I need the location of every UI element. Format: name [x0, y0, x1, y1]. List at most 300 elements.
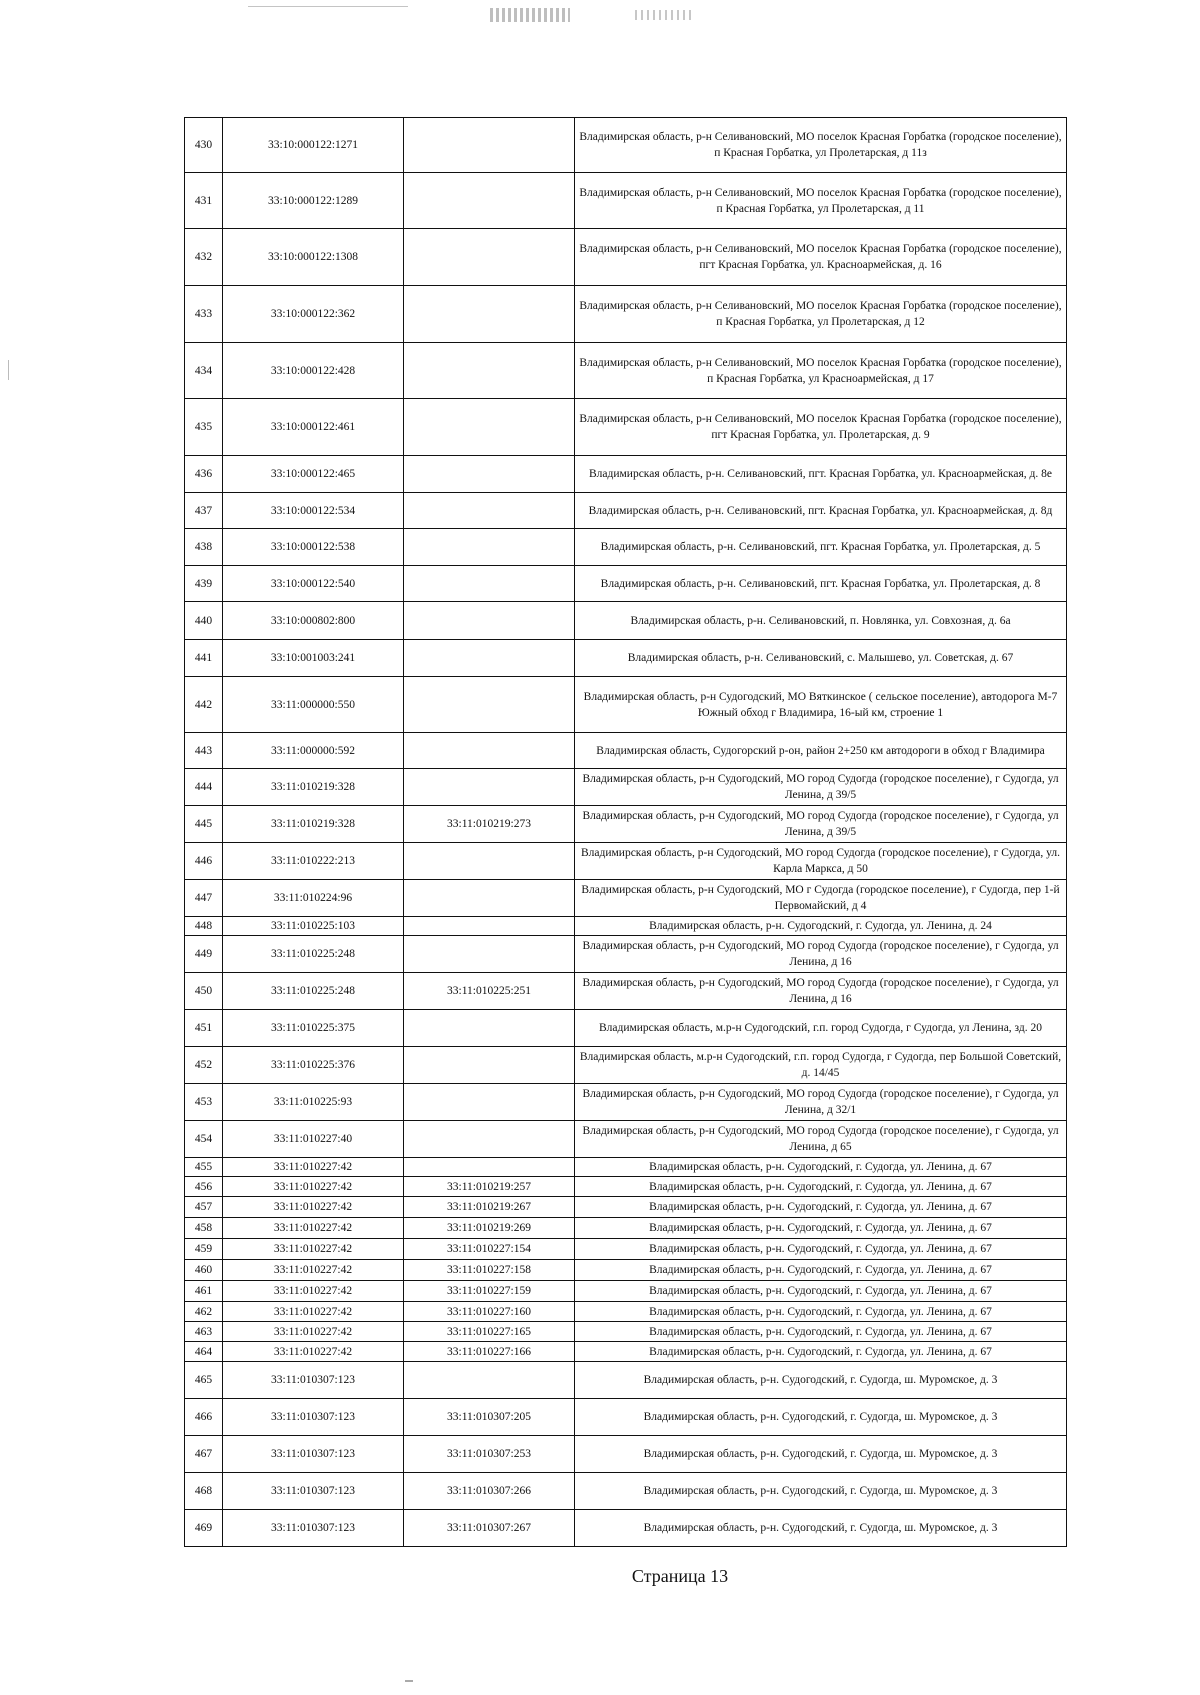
- address: Владимирская область, м.р-н Судогодский, г.п. город Судогда, г Судогда, ул Ленина, зд. 20: [598, 1022, 1042, 1034]
- related-cadastral-number-cell: [404, 1342, 575, 1362]
- cadastral-number: 33:11:010227:42: [273, 1161, 353, 1173]
- address: Владимирская область, р-н. Селивановский, пгт. Красная Горбатка, ул. Пролетарская, д. 8: [600, 577, 1041, 590]
- cadastral-number: 33:11:010227:42: [273, 1180, 353, 1193]
- address-cell: [575, 1362, 1067, 1399]
- row-number: 458: [194, 1222, 213, 1234]
- related-cadastral-number-cell: [404, 1239, 575, 1260]
- scan-artifact: [635, 10, 695, 20]
- table-row: [185, 1436, 1067, 1473]
- related-cadastral-number-cell: [404, 1436, 575, 1473]
- address-cell: [575, 769, 1067, 806]
- scan-artifact: [490, 8, 570, 22]
- cadastral-number: 33:11:010227:42: [273, 1325, 353, 1338]
- related-cadastral-number-cell: [404, 1362, 575, 1399]
- cadastral-number: 33:11:000000:550: [271, 698, 355, 711]
- row-number-cell: [185, 1084, 223, 1121]
- related-cadastral-number-cell: [404, 1473, 575, 1510]
- related-cadastral-number-cell: [404, 1260, 575, 1281]
- row-number-cell: [185, 1302, 223, 1322]
- address-cell: [575, 1399, 1067, 1436]
- row-number: 467: [194, 1448, 213, 1460]
- table-row: [185, 1197, 1067, 1218]
- row-number: 466: [194, 1411, 213, 1423]
- address-cell: [575, 456, 1067, 493]
- row-number-cell: [185, 1260, 223, 1281]
- address: Владимирская область, р-н. Судогодский, г. Судогда, ул. Ленина, д. 67: [649, 1243, 992, 1255]
- related-cadastral-number-cell: [404, 456, 575, 493]
- cadastral-number: 33:11:010225:248: [271, 948, 355, 960]
- table-row: [185, 1218, 1067, 1239]
- address-cell: [575, 1239, 1067, 1260]
- table-row: [185, 229, 1067, 286]
- row-number-cell: [185, 733, 223, 769]
- row-number: 438: [194, 541, 213, 553]
- related-cadastral-number: 33:11:010307:266: [447, 1485, 531, 1497]
- cadastral-number-cell: [223, 493, 404, 529]
- row-number-cell: [185, 493, 223, 529]
- cadastral-number-cell: [223, 1177, 404, 1197]
- table-row: [185, 1322, 1067, 1342]
- row-number-cell: [185, 286, 223, 343]
- address: Владимирская область, р-н Судогодский, МО г Судогда (городское поселение), г Судогда, пер 1-й Первомайский, д 4: [581, 884, 1060, 912]
- address-cell: [575, 677, 1067, 733]
- row-number: 468: [194, 1485, 213, 1497]
- related-cadastral-number-cell: [404, 118, 575, 173]
- cadastral-number: 33:10:000122:362: [270, 308, 356, 320]
- cadastral-number-cell: [223, 1342, 404, 1362]
- related-cadastral-number-cell: [404, 602, 575, 640]
- address: Владимирская область, р-н Селивановский, МО поселок Красная Горбатка (городское поселение), п Красная Горбатка, ул Красноармейская, д 17: [579, 356, 1062, 385]
- address-cell: [575, 343, 1067, 399]
- cadastral-number: 33:11:010225:93: [273, 1096, 353, 1108]
- related-cadastral-number-cell: [404, 806, 575, 843]
- address: Владимирская область, р-н Судогодский, МО город Судогда (городское поселение), г Судогда, ул Ленина, д 39/5: [582, 810, 1059, 838]
- address: Владимирская область, р-н Судогодский, МО город Судогда (городское поселение), г Судогда, ул Ленина, д 39/5: [582, 773, 1059, 801]
- related-cadastral-number-cell: [404, 917, 575, 936]
- cadastral-number: 33:11:010227:40: [273, 1133, 353, 1145]
- related-cadastral-number-cell: [404, 880, 575, 917]
- address-cell: [575, 173, 1067, 229]
- related-cadastral-number-cell: [404, 173, 575, 229]
- table-row: [185, 1473, 1067, 1510]
- related-cadastral-number-cell: [404, 1084, 575, 1121]
- address-cell: [575, 806, 1067, 843]
- cadastral-number-cell: [223, 640, 404, 677]
- cadastral-number-cell: [223, 229, 404, 286]
- row-number: 455: [194, 1161, 213, 1173]
- address: Владимирская область, р-н. Судогодский, г. Судогда, ул. Ленина, д. 67: [649, 1285, 992, 1297]
- cadastral-number: 33:10:000122:465: [270, 468, 356, 480]
- cadastral-number-cell: [223, 602, 404, 640]
- row-number: 453: [194, 1096, 213, 1108]
- cadastral-number: 33:11:010219:328: [271, 781, 355, 793]
- cadastral-number: 33:11:010307:123: [271, 1448, 355, 1460]
- address: Владимирская область, р-н. Судогодский, г. Судогда, ул. Ленина, д. 67: [649, 1161, 992, 1173]
- cadastral-number-cell: [223, 1010, 404, 1047]
- address-cell: [575, 973, 1067, 1010]
- related-cadastral-number-cell: [404, 1177, 575, 1197]
- related-cadastral-number-cell: [404, 343, 575, 399]
- address: Владимирская область, р-н. Судогодский, г. Судогда, ул. Ленина, д. 67: [649, 1180, 992, 1193]
- table-row: [185, 1084, 1067, 1121]
- address: Владимирская область, р-н. Судогодский, г. Судогда, ул. Ленина, д. 67: [649, 1345, 992, 1358]
- cadastral-number: 33:10:000122:1308: [267, 251, 359, 263]
- row-number: 456: [194, 1180, 213, 1193]
- related-cadastral-number-cell: [404, 286, 575, 343]
- address-cell: [575, 917, 1067, 936]
- related-cadastral-number-cell: [404, 1121, 575, 1158]
- address: Владимирская область, р-н Селивановский, МО поселок Красная Горбатка (городское поселение), п Красная Горбатка, ул Пролетарская, д 11з: [579, 131, 1062, 159]
- address: Владимирская область, р-н. Судогодский, г. Судогда, ул. Ленина, д. 67: [649, 1201, 992, 1213]
- related-cadastral-number: 33:11:010219:269: [447, 1222, 531, 1234]
- cadastral-number-cell: [223, 1260, 404, 1281]
- table-row: [185, 769, 1067, 806]
- row-number-cell: [185, 677, 223, 733]
- address-cell: [575, 229, 1067, 286]
- row-number-cell: [185, 566, 223, 602]
- row-number-cell: [185, 1239, 223, 1260]
- related-cadastral-number: 33:11:010219:257: [447, 1180, 531, 1193]
- cadastral-number: 33:11:010222:213: [271, 855, 355, 867]
- address: Владимирская область, р-н. Судогодский, г. Судогда, ш. Муромское, д. 3: [643, 1485, 998, 1497]
- address-cell: [575, 880, 1067, 917]
- cadastral-number-cell: [223, 456, 404, 493]
- related-cadastral-number-cell: [404, 733, 575, 769]
- related-cadastral-number-cell: [404, 843, 575, 880]
- table-row: [185, 1047, 1067, 1084]
- related-cadastral-number-cell: [404, 399, 575, 456]
- row-number-cell: [185, 769, 223, 806]
- table-row: [185, 1177, 1067, 1197]
- table-row: [185, 1121, 1067, 1158]
- row-number: 441: [194, 652, 213, 664]
- cadastral-number-cell: [223, 806, 404, 843]
- related-cadastral-number-cell: [404, 1197, 575, 1218]
- cadastral-number: 33:10:000122:461: [270, 421, 356, 433]
- row-number: 446: [194, 855, 213, 867]
- cadastral-number-cell: [223, 286, 404, 343]
- cadastral-number: 33:10:000122:1271: [267, 139, 359, 151]
- related-cadastral-number: 33:11:010227:160: [447, 1305, 531, 1318]
- address: Владимирская область, р-н. Судогодский, г. Судогда, ул. Ленина, д. 67: [649, 1325, 992, 1338]
- cadastral-number: 33:10:000122:1289: [267, 194, 359, 207]
- row-number-cell: [185, 399, 223, 456]
- table-row: [185, 880, 1067, 917]
- row-number: 444: [194, 781, 213, 793]
- related-cadastral-number: 33:11:010227:165: [447, 1325, 531, 1338]
- cadastral-number-cell: [223, 1473, 404, 1510]
- cadastral-number-cell: [223, 399, 404, 456]
- cadastral-number: 33:10:000122:428: [270, 364, 356, 377]
- cadastral-number-cell: [223, 936, 404, 973]
- table-row: [185, 1342, 1067, 1362]
- address-cell: [575, 602, 1067, 640]
- address: Владимирская область, р-н. Судогодский, г. Судогда, ш. Муромское, д. 3: [643, 1411, 998, 1423]
- row-number-cell: [185, 1047, 223, 1084]
- related-cadastral-number: 33:11:010307:253: [447, 1448, 531, 1460]
- scan-artifact: [405, 1680, 413, 1682]
- cadastral-number-cell: [223, 1510, 404, 1547]
- cadastral-number-cell: [223, 118, 404, 173]
- related-cadastral-number: 33:11:010227:158: [447, 1264, 531, 1276]
- related-cadastral-number-cell: [404, 1399, 575, 1436]
- cadastral-number: 33:10:000122:538: [270, 541, 356, 553]
- cadastral-number-cell: [223, 1084, 404, 1121]
- related-cadastral-number-cell: [404, 1010, 575, 1047]
- address-cell: [575, 843, 1067, 880]
- related-cadastral-number: 33:11:010227:154: [447, 1243, 531, 1255]
- row-number: 461: [194, 1285, 213, 1297]
- cadastral-number: 33:11:010224:96: [273, 892, 353, 904]
- row-number-cell: [185, 118, 223, 173]
- cadastral-number: 33:11:010225:248: [271, 985, 355, 997]
- page-number: Страница 13: [631, 1566, 729, 1586]
- address: Владимирская область, р-н. Судогодский, г. Судогда, ул. Ленина, д. 67: [649, 1264, 992, 1276]
- related-cadastral-number-cell: [404, 566, 575, 602]
- cadastral-number-cell: [223, 173, 404, 229]
- table-row: [185, 456, 1067, 493]
- cadastral-number-cell: [223, 917, 404, 936]
- row-number-cell: [185, 640, 223, 677]
- row-number-cell: [185, 173, 223, 229]
- related-cadastral-number: 33:11:010227:166: [447, 1345, 531, 1358]
- related-cadastral-number: 33:11:010219:267: [447, 1201, 531, 1213]
- row-number-cell: [185, 1121, 223, 1158]
- cadastral-number-cell: [223, 733, 404, 769]
- cadastral-number: 33:11:010307:123: [271, 1411, 355, 1423]
- table-row: [185, 529, 1067, 566]
- table-row: [185, 173, 1067, 229]
- row-number: 445: [194, 818, 213, 830]
- table-row: [185, 677, 1067, 733]
- table-row: [185, 733, 1067, 769]
- table-row: [185, 1158, 1067, 1177]
- row-number-cell: [185, 917, 223, 936]
- cadastral-number-cell: [223, 1047, 404, 1084]
- cadastral-number: 33:11:010227:42: [273, 1222, 353, 1234]
- cadastral-number-cell: [223, 1121, 404, 1158]
- related-cadastral-number-cell: [404, 529, 575, 566]
- row-number: 431: [194, 194, 213, 207]
- table-row: [185, 640, 1067, 677]
- cadastral-number-cell: [223, 1197, 404, 1218]
- table-row: [185, 1399, 1067, 1436]
- row-number: 437: [194, 504, 213, 517]
- address-cell: [575, 1322, 1067, 1342]
- address: Владимирская область, р-н. Селивановский, с. Малышево, ул. Советская, д. 67: [627, 652, 1014, 664]
- address-cell: [575, 1197, 1067, 1218]
- related-cadastral-number-cell: [404, 936, 575, 973]
- address-cell: [575, 1302, 1067, 1322]
- related-cadastral-number-cell: [404, 1322, 575, 1342]
- address: Владимирская область, р-н. Судогодский, г. Судогда, ул. Ленина, д. 67: [649, 1222, 992, 1234]
- cadastral-number: 33:10:000802:800: [270, 614, 356, 627]
- row-number: 464: [194, 1345, 213, 1358]
- address-cell: [575, 493, 1067, 529]
- table-row: [185, 343, 1067, 399]
- cadastral-number-cell: [223, 1281, 404, 1302]
- table-row: [185, 936, 1067, 973]
- table-row: [185, 843, 1067, 880]
- address: Владимирская область, м.р-н Судогодский, г.п. город Судогда, г Судогда, пер Большой Советский, д. 14/45: [579, 1051, 1062, 1079]
- address-cell: [575, 1218, 1067, 1239]
- cadastral-number: 33:11:010307:123: [271, 1374, 355, 1386]
- table-row: [185, 118, 1067, 173]
- row-number-cell: [185, 1218, 223, 1239]
- table-row: [185, 917, 1067, 936]
- address-cell: [575, 1260, 1067, 1281]
- related-cadastral-number-cell: [404, 677, 575, 733]
- cadastral-number: 33:11:010225:375: [271, 1022, 355, 1034]
- related-cadastral-number-cell: [404, 229, 575, 286]
- row-number: 433: [194, 308, 213, 320]
- cadastral-number-cell: [223, 1302, 404, 1322]
- address: Владимирская область, р-н Селивановский, МО поселок Красная Горбатка (городское поселение), пгт Красная Горбатка, ул. Красноармейская, д. 16: [579, 243, 1062, 271]
- row-number: 440: [194, 614, 213, 627]
- cadastral-number-cell: [223, 769, 404, 806]
- table-body: [185, 118, 1067, 1547]
- related-cadastral-number-cell: [404, 640, 575, 677]
- address: Владимирская область, р-н. Судогодский, г. Судогда, ул. Ленина, д. 67: [649, 1305, 992, 1318]
- row-number: 449: [194, 948, 213, 960]
- address: Владимирская область, р-н. Селивановский, п. Новлянка, ул. Совхозная, д. 6а: [630, 614, 1011, 627]
- row-number-cell: [185, 936, 223, 973]
- address-cell: [575, 1510, 1067, 1547]
- address: Владимирская область, р-н Судогодский, МО город Судогда (городское поселение), г Судогда, ул Ленина, д 16: [582, 977, 1059, 1005]
- cadastral-number: 33:11:000000:592: [271, 744, 355, 757]
- table-row: [185, 493, 1067, 529]
- address-cell: [575, 399, 1067, 456]
- row-number: 460: [194, 1264, 213, 1276]
- cadastral-number: 33:11:010227:42: [273, 1201, 353, 1213]
- row-number-cell: [185, 1342, 223, 1362]
- related-cadastral-number: 33:11:010225:251: [447, 985, 531, 997]
- row-number-cell: [185, 1362, 223, 1399]
- row-number-cell: [185, 343, 223, 399]
- address-cell: [575, 1158, 1067, 1177]
- address-cell: [575, 1084, 1067, 1121]
- cadastral-number-cell: [223, 677, 404, 733]
- related-cadastral-number-cell: [404, 493, 575, 529]
- row-number: 465: [194, 1374, 213, 1386]
- cadastral-number: 33:10:001003:241: [270, 652, 356, 664]
- address-cell: [575, 640, 1067, 677]
- row-number: 439: [194, 577, 213, 590]
- row-number: 443: [194, 744, 213, 757]
- row-number-cell: [185, 1473, 223, 1510]
- row-number: 436: [194, 468, 213, 480]
- cadastral-number: 33:11:010227:42: [273, 1345, 353, 1358]
- row-number: 451: [194, 1022, 213, 1034]
- cadastral-number-cell: [223, 1322, 404, 1342]
- table-row: [185, 806, 1067, 843]
- related-cadastral-number-cell: [404, 1218, 575, 1239]
- address-cell: [575, 1436, 1067, 1473]
- cadastral-number-cell: [223, 973, 404, 1010]
- row-number-cell: [185, 1510, 223, 1547]
- cadastral-number: 33:10:000122:540: [270, 577, 356, 590]
- related-cadastral-number-cell: [404, 769, 575, 806]
- scan-artifact: [248, 6, 408, 7]
- address: Владимирская область, р-н. Селивановский, пгт. Красная Горбатка, ул. Красноармейская, д. 8е: [589, 468, 1052, 480]
- row-number-cell: [185, 1197, 223, 1218]
- address-cell: [575, 1121, 1067, 1158]
- address-cell: [575, 1177, 1067, 1197]
- row-number: 454: [194, 1133, 213, 1145]
- row-number-cell: [185, 1010, 223, 1047]
- cadastral-number: 33:11:010227:42: [273, 1285, 353, 1297]
- row-number-cell: [185, 1158, 223, 1177]
- scan-artifact: [8, 360, 9, 380]
- row-number: 442: [194, 698, 213, 711]
- related-cadastral-number-cell: [404, 1047, 575, 1084]
- table-row: [185, 1302, 1067, 1322]
- cadastral-number: 33:11:010307:123: [271, 1522, 355, 1534]
- row-number: 434: [194, 364, 213, 377]
- table-row: [185, 1010, 1067, 1047]
- cadastral-number-cell: [223, 1362, 404, 1399]
- related-cadastral-number-cell: [404, 973, 575, 1010]
- row-number: 450: [194, 985, 213, 997]
- cadastral-number: 33:11:010227:42: [273, 1243, 353, 1255]
- cadastral-number: 33:11:010225:103: [271, 920, 355, 932]
- related-cadastral-number-cell: [404, 1510, 575, 1547]
- row-number: 452: [194, 1059, 213, 1071]
- row-number-cell: [185, 1399, 223, 1436]
- cadastral-number-cell: [223, 843, 404, 880]
- row-number: 430: [194, 139, 213, 151]
- cadastral-number-cell: [223, 880, 404, 917]
- address: Владимирская область, р-н Судогодский, МО город Судогда (городское поселение), г Судогда, ул Ленина, д 65: [582, 1125, 1059, 1153]
- row-number-cell: [185, 843, 223, 880]
- table-row: [185, 1239, 1067, 1260]
- address-cell: [575, 286, 1067, 343]
- related-cadastral-number: 33:11:010227:159: [447, 1285, 531, 1297]
- row-number: 447: [194, 892, 213, 904]
- address: Владимирская область, р-н. Селивановский, пгт. Красная Горбатка, ул. Пролетарская, д. 5: [600, 541, 1041, 553]
- table-row: [185, 1260, 1067, 1281]
- address: Владимирская область, р-н Селивановский, МО поселок Красная Горбатка (городское поселение), п Красная Горбатка, ул Пролетарская, д 11: [579, 186, 1062, 215]
- cadastral-number-cell: [223, 566, 404, 602]
- cadastral-number: 33:11:010219:328: [271, 818, 355, 830]
- address: Владимирская область, р-н Судогодский, МО город Судогда (городское поселение), г Судогда, ул. Карла Маркса, д 50: [581, 847, 1060, 875]
- cadastral-number-cell: [223, 343, 404, 399]
- row-number-cell: [185, 529, 223, 566]
- address: Владимирская область, р-н. Судогодский, г. Судогда, ш. Муромское, д. 3: [643, 1448, 998, 1460]
- row-number-cell: [185, 602, 223, 640]
- address-cell: [575, 1047, 1067, 1084]
- cadastral-number: 33:11:010225:376: [271, 1059, 355, 1071]
- cadastral-number-cell: [223, 1218, 404, 1239]
- row-number-cell: [185, 806, 223, 843]
- address-cell: [575, 1342, 1067, 1362]
- cadastral-number-cell: [223, 1239, 404, 1260]
- row-number: 459: [194, 1243, 213, 1255]
- cadastral-number-cell: [223, 1399, 404, 1436]
- cadastral-number-cell: [223, 529, 404, 566]
- table-row: [185, 399, 1067, 456]
- address: Владимирская область, р-н Селивановский, МО поселок Красная Горбатка (городское поселение), п Красная Горбатка, ул Пролетарская, д 12: [579, 300, 1062, 328]
- table-row: [185, 973, 1067, 1010]
- related-cadastral-number-cell: [404, 1281, 575, 1302]
- row-number: 457: [194, 1201, 213, 1213]
- address-cell: [575, 1281, 1067, 1302]
- table-row: [185, 1362, 1067, 1399]
- table-row: [185, 286, 1067, 343]
- row-number: 448: [194, 920, 213, 932]
- row-number-cell: [185, 973, 223, 1010]
- related-cadastral-number: 33:11:010219:273: [447, 818, 531, 830]
